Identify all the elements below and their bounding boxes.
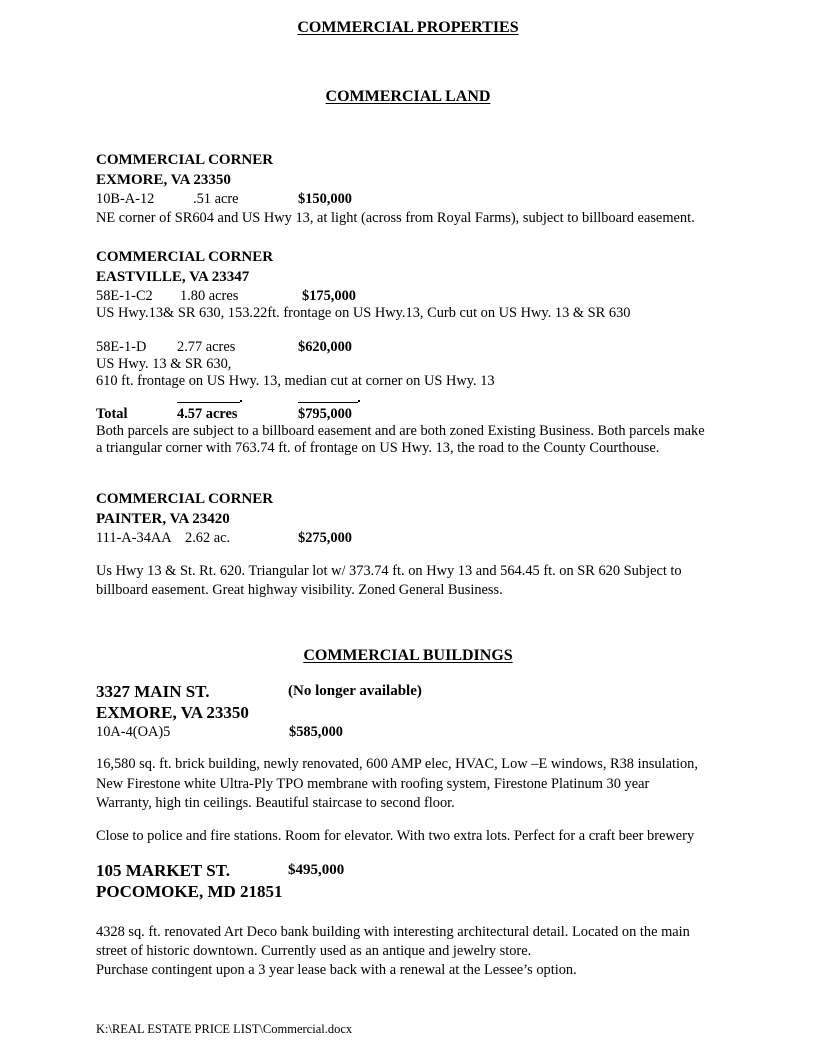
listing-location: PAINTER, VA 23420 [96,511,230,527]
parcel-id: 10A-4(OA)5 [96,724,171,740]
commercial-land-heading: COMMERCIAL LAND [325,88,491,105]
parcel-price: $275,000 [298,530,352,546]
building-description: 4328 sq. ft. renovated Art Deco bank building with interesting architectural detail. Located on the main [96,924,690,940]
listing-location: EXMORE, VA 23350 [96,172,231,188]
listing-title: COMMERCIAL CORNER [96,491,274,507]
parcel-acres: 2.77 acres [177,339,236,355]
availability-status: (No longer available) [288,683,422,699]
parcel-acres: 1.80 acres [180,288,239,304]
building-price: $495,000 [288,862,345,878]
parcel-description: US Hwy. 13 & SR 630, [96,356,232,372]
listing-location: EASTVILLE, VA 23347 [96,269,250,285]
building-description: street of historic downtown. Currently used as an antique and jewelry store. [96,943,532,959]
parcel-price: $175,000 [302,288,356,304]
summary-line: a triangular corner with 763.74 ft. of frontage on US Hwy. 13, the road to the County Courthouse. [96,440,660,456]
building-description: Purchase contingent upon a 3 year lease back with a renewal at the Lessee’s option. [96,962,577,978]
building-address: 105 MARKET ST. [96,861,230,880]
page-title: COMMERCIAL PROPERTIES [297,19,519,36]
file-path-footer: K:\REAL ESTATE PRICE LIST\Commercial.docx [96,1022,353,1036]
commercial-buildings-heading: COMMERCIAL BUILDINGS [303,647,513,664]
sum-rule [298,402,358,403]
building-description: New Firestone white Ultra-Ply TPO membrane with roofing system, Firestone Platinum 30 year [96,776,650,792]
listing-title: COMMERCIAL CORNER [96,152,274,168]
building-city: EXMORE, VA 23350 [96,703,249,722]
parcel-acres: .51 acre [193,191,239,207]
parcel-id: 111-A-34AA [96,530,172,546]
listing-description: Us Hwy 13 & St. Rt. 620. Triangular lot w/ 373.74 ft. on Hwy 13 and 564.45 ft. on SR 620 Subject to [96,563,682,579]
summary-line: Both parcels are subject to a billboard easement and are both zoned Existing Business. Both parcels make [96,423,705,439]
building-description: 16,580 sq. ft. brick building, newly renovated, 600 AMP elec, HVAC, Low –E windows, R38 insulation, [96,756,698,772]
parcel-description: US Hwy.13& SR 630, 153.22ft. frontage on US Hwy.13, Curb cut on US Hwy. 13 & SR 630 [96,305,631,321]
building-note: Close to police and fire stations. Room for elevator. With two extra lots. Perfect for a craft beer brewery [96,828,695,844]
parcel-id: 10B-A-12 [96,191,155,207]
parcel-description: 610 ft. frontage on US Hwy. 13, median cut at corner on US Hwy. 13 [96,373,495,389]
building-description: Warranty, high tin ceilings. Beautiful staircase to second floor. [96,795,455,811]
listing-description: billboard easement. Great highway visibility. Zoned General Business. [96,582,503,598]
total-acres: 4.57 acres [177,406,238,422]
parcel-price: $620,000 [298,339,352,355]
parcel-price: $150,000 [298,191,352,207]
parcel-acres: 2.62 ac. [185,530,231,546]
listing-title: COMMERCIAL CORNER [96,249,274,265]
total-label: Total [96,406,128,422]
sum-rule [177,402,240,403]
building-price: $585,000 [289,724,343,740]
sum-rule-mark [240,400,242,402]
parcel-id: 58E-1-C2 [96,288,153,304]
building-city: POCOMOKE, MD 21851 [96,882,283,901]
sum-rule-mark [358,400,360,402]
parcel-id: 58E-1-D [96,339,147,355]
listing-description: NE corner of SR604 and US Hwy 13, at light (across from Royal Farms), subject to billboard easement. [96,210,695,226]
building-address: 3327 MAIN ST. [96,682,210,701]
total-price: $795,000 [298,406,352,422]
